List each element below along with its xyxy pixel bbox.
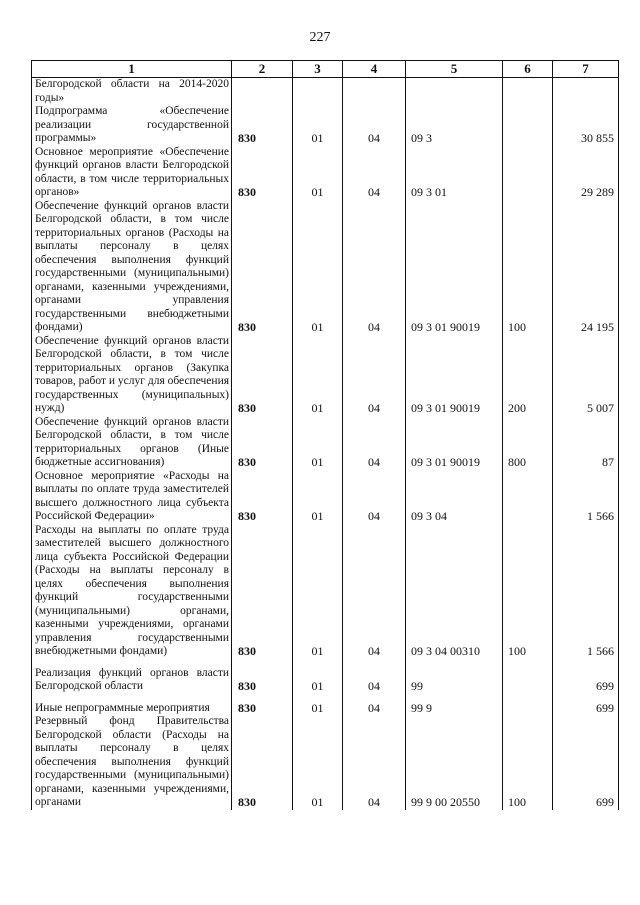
- page-number: 227: [309, 30, 331, 45]
- row-target-article: 09 3 04: [406, 470, 503, 524]
- row-admin-code: 830: [232, 524, 293, 659]
- row-subsection: 04: [343, 416, 406, 470]
- row-spacer: [32, 659, 619, 667]
- row-target-article: 09 3 01 90019: [406, 200, 503, 335]
- row-expense-type: [503, 667, 553, 694]
- table-row: [32, 416, 619, 470]
- table-row: [32, 78, 619, 106]
- row-subsection: 04: [343, 335, 406, 416]
- header-col-1: 1: [32, 61, 232, 78]
- table-row: [32, 335, 619, 416]
- row-target-article: 99: [406, 667, 503, 694]
- table-row: [32, 105, 619, 146]
- row-expense-type: [503, 146, 553, 200]
- row-name: Основное мероприятие «Обеспечение функций органов власти Белгородской области, в том числе территориальных органов»: [32, 146, 232, 200]
- row-admin-code: 830: [232, 470, 293, 524]
- header-col-6: 6: [503, 61, 553, 78]
- header-col-2: 2: [232, 61, 293, 78]
- header-col-7: 7: [553, 61, 619, 78]
- row-subsection: 04: [343, 667, 406, 694]
- row-section: 01: [293, 702, 343, 716]
- row-section: 01: [293, 667, 343, 694]
- row-name: Резервный фонд Правительства Белгородской области (Расходы на выплаты персоналу в целях обеспечения выполнения функций государственными (муниципальными) органами, казенными учреждениями, органами: [32, 715, 232, 810]
- row-expense-type: 800: [503, 416, 553, 470]
- row-subsection: 04: [343, 470, 406, 524]
- row-admin-code: 830: [232, 416, 293, 470]
- header-row: [32, 61, 619, 78]
- row-expense-type: 200: [503, 335, 553, 416]
- header-col-5: 5: [406, 61, 503, 78]
- row-name: Обеспечение функций органов власти Белгородской области, в том числе территориальных органов (Иные бюджетные ассигнования): [32, 416, 232, 470]
- row-name: Обеспечение функций органов власти Белгородской области, в том числе территориальных органов (Закупка товаров, работ и услуг для обеспечения государственных (муниципальных) нужд): [32, 335, 232, 416]
- row-target-article: [406, 78, 503, 106]
- row-admin-code: 830: [232, 335, 293, 416]
- table-row: [32, 715, 619, 810]
- row-subsection: 04: [343, 715, 406, 810]
- row-subsection: 04: [343, 200, 406, 335]
- table-row: [32, 146, 619, 200]
- row-expense-type: [503, 78, 553, 106]
- row-expense-type: 100: [503, 715, 553, 810]
- row-amount: 1 566: [553, 524, 619, 659]
- row-name: Реализация функций органов власти Белгородской области: [32, 667, 232, 694]
- header-col-4: 4: [343, 61, 406, 78]
- row-admin-code: 830: [232, 200, 293, 335]
- row-expense-type: [503, 702, 553, 716]
- row-section: 01: [293, 715, 343, 810]
- row-target-article: 09 3: [406, 105, 503, 146]
- row-target-article: 09 3 01 90019: [406, 416, 503, 470]
- row-subsection: [343, 78, 406, 106]
- table-row: [32, 200, 619, 335]
- row-section: 01: [293, 416, 343, 470]
- table-row: [32, 667, 619, 694]
- row-admin-code: 830: [232, 667, 293, 694]
- row-section: 01: [293, 470, 343, 524]
- row-subsection: 04: [343, 146, 406, 200]
- budget-table: [31, 60, 619, 810]
- row-target-article: 09 3 01 90019: [406, 335, 503, 416]
- row-section: 01: [293, 146, 343, 200]
- row-subsection: 04: [343, 524, 406, 659]
- row-expense-type: [503, 470, 553, 524]
- row-section: 01: [293, 105, 343, 146]
- row-amount: 5 007: [553, 335, 619, 416]
- row-amount: 24 195: [553, 200, 619, 335]
- row-subsection: 04: [343, 702, 406, 716]
- row-name: Расходы на выплаты по оплате труда заместителей высшего должностного лица субъекта Российской Федерации (Расходы на выплаты персоналу в целях обеспечения выполнения функций государственными (муниципальными) органами, казенными учреждениями, органами управления государственными внебюджетными фондами): [32, 524, 232, 659]
- row-amount: 1 566: [553, 470, 619, 524]
- row-admin-code: 830: [232, 702, 293, 716]
- row-target-article: 99 9: [406, 702, 503, 716]
- row-name: Иные непрограммные мероприятия: [32, 702, 232, 716]
- row-admin-code: 830: [232, 146, 293, 200]
- table-row: [32, 470, 619, 524]
- row-expense-type: 100: [503, 524, 553, 659]
- row-admin-code: 830: [232, 105, 293, 146]
- header-col-3: 3: [293, 61, 343, 78]
- row-amount: 699: [553, 702, 619, 716]
- row-section: 01: [293, 335, 343, 416]
- row-amount: 29 289: [553, 146, 619, 200]
- row-admin-code: [232, 78, 293, 106]
- row-admin-code: 830: [232, 715, 293, 810]
- table-row: [32, 524, 619, 659]
- row-expense-type: 100: [503, 200, 553, 335]
- row-section: [293, 78, 343, 106]
- row-name: Основное мероприятие «Расходы на выплаты по оплате труда заместителей высшего должностного лица субъекта Российской Федерации»: [32, 470, 232, 524]
- table-row: [32, 702, 619, 716]
- row-name: Обеспечение функций органов власти Белгородской области, в том числе территориальных органов (Расходы на выплаты персоналу в целях обеспечения выполнения функций государственными (муниципальными) органами, казенными учреждениями, органами управления государственными внебюджетными фондами): [32, 200, 232, 335]
- row-amount: [553, 78, 619, 106]
- row-target-article: 09 3 01: [406, 146, 503, 200]
- row-spacer: [32, 694, 619, 702]
- row-target-article: 09 3 04 00310: [406, 524, 503, 659]
- row-target-article: 99 9 00 20550: [406, 715, 503, 810]
- row-expense-type: [503, 105, 553, 146]
- row-amount: 87: [553, 416, 619, 470]
- row-amount: 699: [553, 667, 619, 694]
- row-amount: 699: [553, 715, 619, 810]
- row-amount: 30 855: [553, 105, 619, 146]
- row-section: 01: [293, 200, 343, 335]
- row-name: Белгородской области на 2014-2020 годы»: [32, 78, 232, 106]
- row-section: 01: [293, 524, 343, 659]
- row-name: Подпрограмма «Обеспечение реализации государственной программы»: [32, 105, 232, 146]
- row-subsection: 04: [343, 105, 406, 146]
